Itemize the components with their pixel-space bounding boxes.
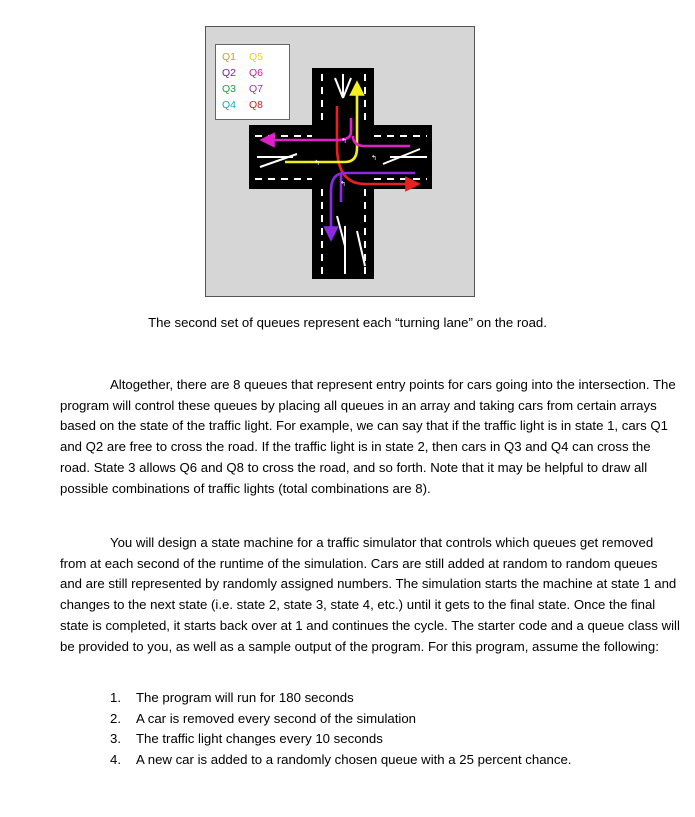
legend-label-q7: Q7: [249, 83, 264, 95]
list-number: 3.: [110, 731, 121, 747]
list-number: 4.: [110, 752, 121, 768]
figure-caption: The second set of queues represent each “turning lane” on the road.: [148, 315, 547, 330]
list-item: [110, 750, 571, 771]
paragraph-text: You will design a state machine for a traffic simulator that controls which queues get removed from at each second of the runtime of the simulation. Cars are still added at random to random queues and are still represented by randomly assigned numbers. The simulation starts the machine at state 1 and changes to the next state (i.e. state 2, state 3, state 4, etc.) until it gets to the final state. Once the final state is completed, it starts back over at 1 and continues the cycle. The starter code and a queue class will be provided to you, as well as a sample output of the program. For this program, assume the following:: [60, 535, 680, 654]
legend-label-q3: Q3: [222, 83, 237, 95]
list-text: A new car is added to a randomly chosen queue with a 25 percent chance.: [136, 752, 572, 768]
paragraph-text: Altogether, there are 8 queues that represent entry points for cars going into the intersection. The program will control these queues by placing all queues in an array and taking cars from certain arrays based on the state of the traffic light. For example, we can say that if the traffic light is in state 1, cars Q1 and Q2 are free to cross the road. If the traffic light is in state 2, then cars in Q3 and Q4 can cross the road. State 3 allows Q6 and Q8 to cross the road, and so forth. Note that it may be helpful to draw all possible combinations of traffic lights (total combinations are 8).: [60, 377, 676, 496]
list-item: [110, 709, 571, 730]
paragraph-altogether: [60, 375, 680, 499]
list-text: The program will run for 180 seconds: [136, 690, 354, 705]
legend-label-q4: Q4: [222, 99, 237, 111]
legend-label-q1: Q1: [222, 51, 237, 63]
legend-label-q2: Q2: [222, 67, 237, 79]
list-text: A car is removed every second of the simulation: [136, 710, 417, 726]
legend-label-q6: Q6: [249, 67, 264, 79]
list-number: 2.: [110, 710, 121, 726]
legend-label-q8: Q8: [249, 99, 264, 111]
list-number: 1.: [110, 690, 121, 705]
svg-text:↰: ↰: [314, 159, 320, 167]
svg-text:↰: ↰: [371, 154, 377, 162]
intersection-diagram: [205, 26, 475, 297]
legend-label-q5: Q5: [249, 51, 264, 63]
list-item: [110, 688, 571, 709]
intersection-figure: [205, 26, 475, 297]
svg-text:↰: ↰: [340, 180, 346, 188]
list-item: [110, 729, 571, 750]
svg-text:↰: ↰: [341, 137, 347, 145]
queue-legend: [216, 45, 290, 120]
assumptions-list: [110, 688, 571, 771]
list-text: The traffic light changes every 10 seconds: [136, 731, 383, 747]
paragraph-state-machine: [60, 533, 680, 657]
